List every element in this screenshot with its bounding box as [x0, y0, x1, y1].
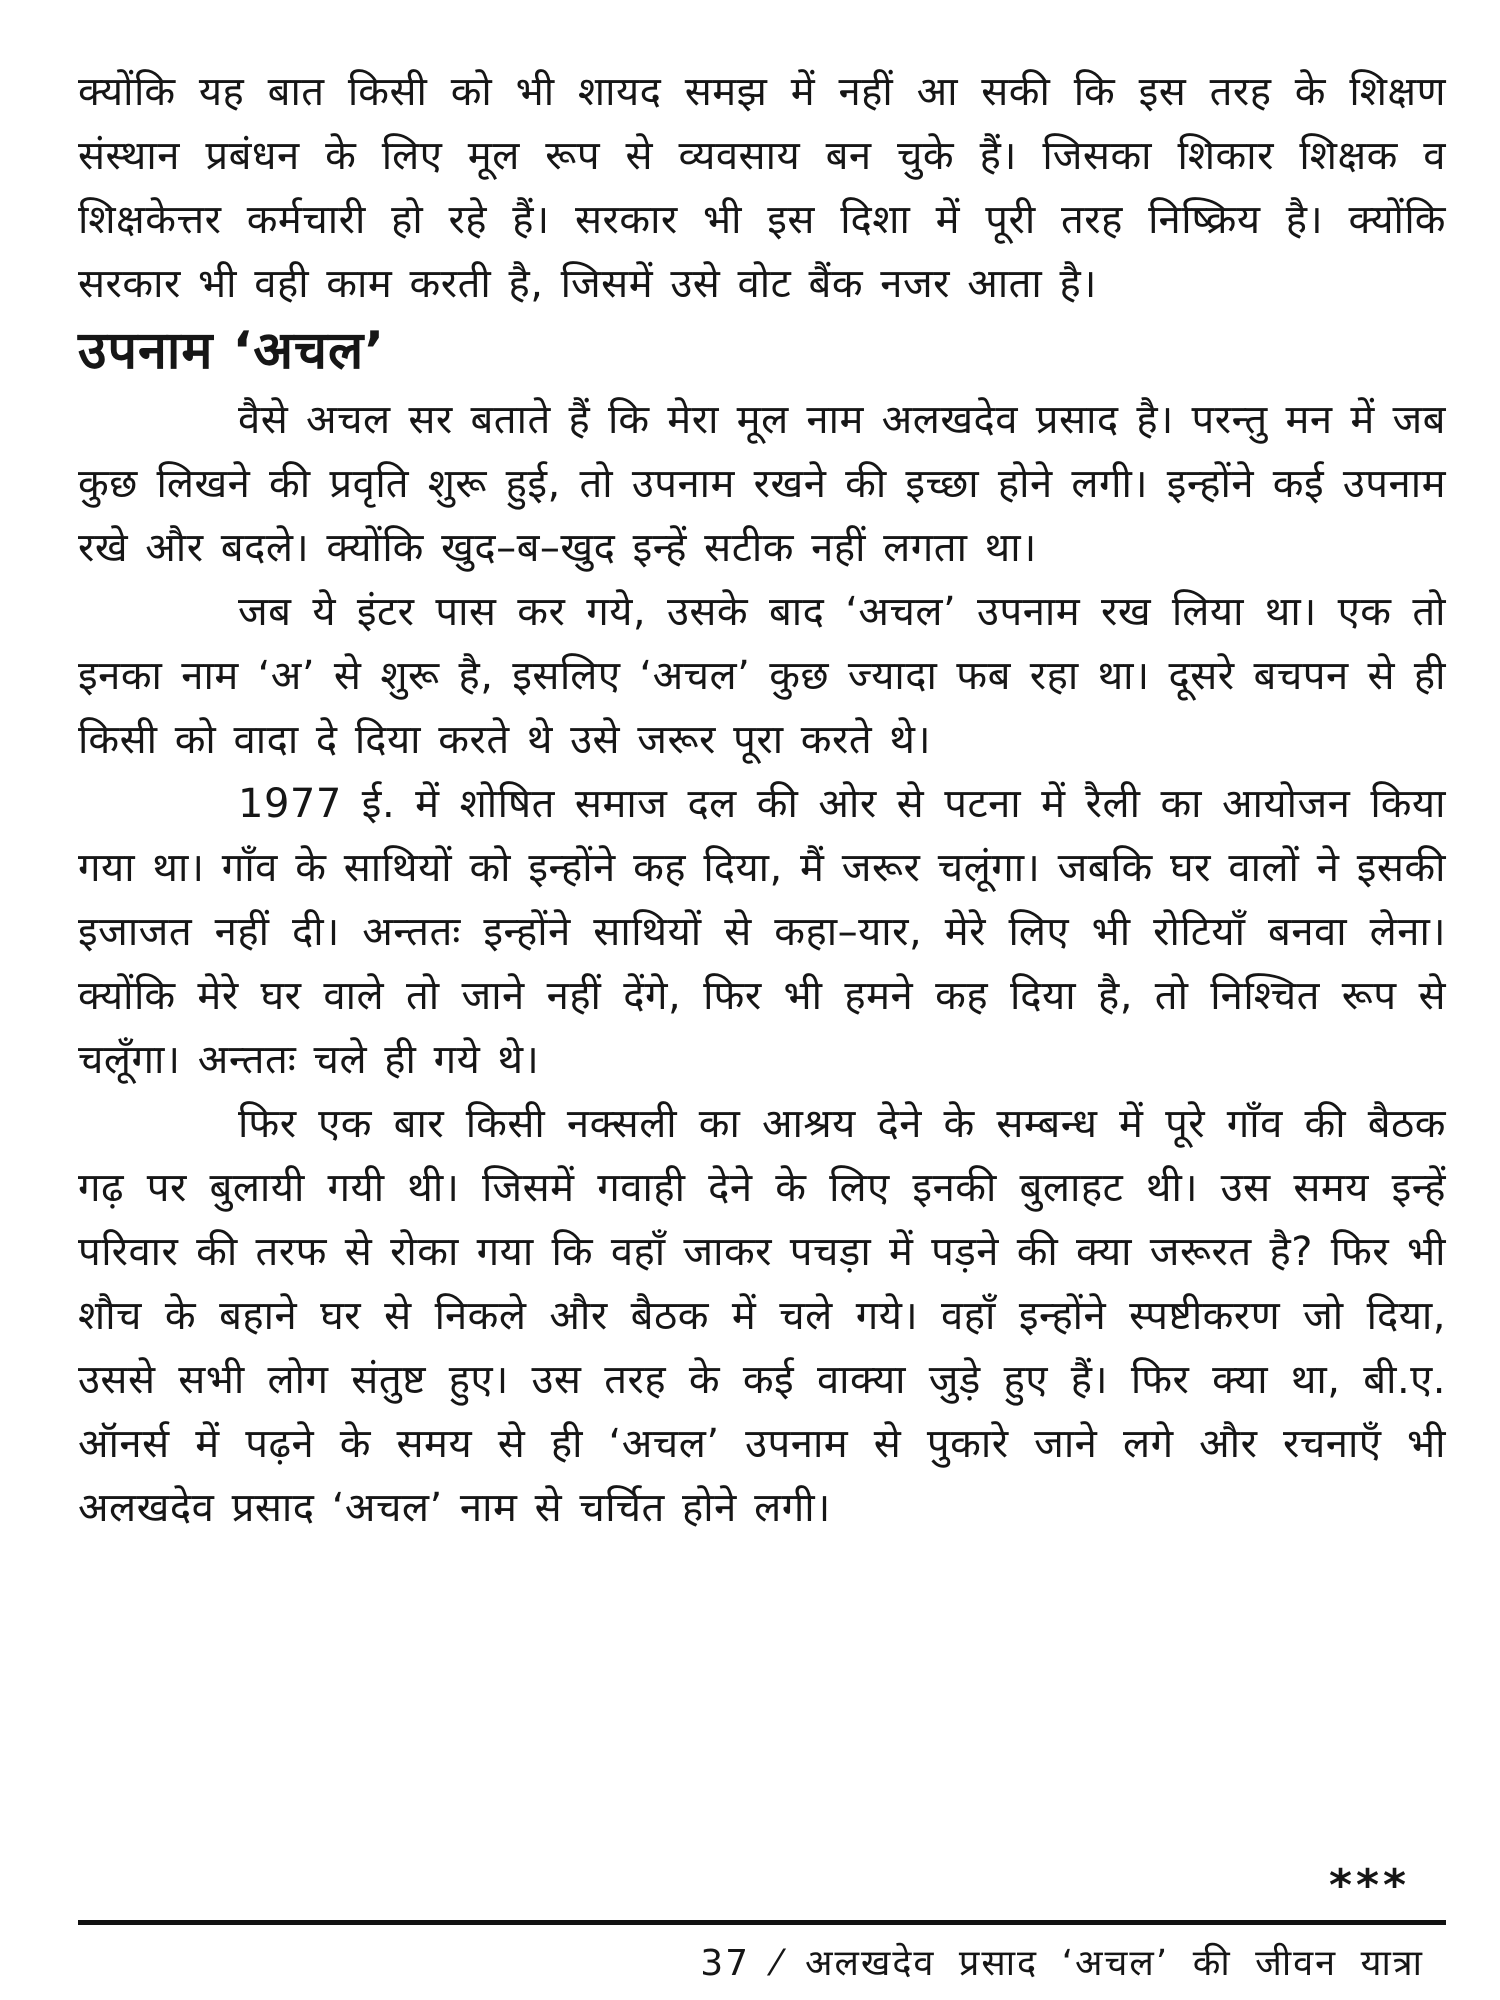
section-heading: उपनाम ‘अचल’ — [78, 321, 386, 381]
paragraph-patna-rally: 1977 ई. में शोषित समाज दल की ओर से पटना में रैली का आयोजन किया गया था। गाँव के साथियों को इन्होंने कह दिया, मैं जरूर चलूंगा। जबकि घर वालों ने इसकी इजाजत नहीं दी। अन्ततः इन्होंने साथियों से कहा–यार, मेरे लिए भी रोटियाँ बनवा लेना। क्योंकि मेरे घर वाले तो जाने नहीं देंगे, फिर भी हमने कह दिया है, तो निश्चित रूप से चलूँगा। अन्ततः चले ही गये थे। — [78, 781, 1446, 1083]
book-page — [78, 60, 1446, 1984]
page-footer: 37 ⁄ अलखदेव प्रसाद ‘अचल’ की जीवन यात्रा — [700, 1943, 1424, 1984]
paragraph-pen-name-choice: जब ये इंटर पास कर गये, उसके बाद ‘अचल’ उपनाम रख लिया था। एक तो इनका नाम ‘अ’ से शुरू है, इसलिए ‘अचल’ कुछ ज्यादा फब रहा था। दूसरे बचपन से ही किसी को वादा दे दिया करते थे उसे जरूर पूरा करते थे। — [78, 589, 1446, 763]
footer-divider — [78, 1920, 1446, 1925]
paragraph-original-name: वैसे अचल सर बताते हैं कि मेरा मूल नाम अलखदेव प्रसाद है। परन्तु मन में जब कुछ लिखने की प्रवृति शुरू हुई, तो उपनाम रखने की इच्छा होने लगी। इन्होंने कई उपनाम रखे और बदले। क्योंकि खुद–ब–खुद इन्हें सटीक नहीं लगता था। — [78, 397, 1446, 571]
paragraph-village-meeting: फिर एक बार किसी नक्सली का आश्रय देने के सम्बन्ध में पूरे गाँव की बैठक गढ़ पर बुलायी गयी थी। जिसमें गवाही देने के लिए इनकी बुलाहट थी। उस समय इन्हें परिवार की तरफ से रोका गया कि वहाँ जाकर पचड़ा में पड़ने की क्या जरूरत है? फिर भी शौच के बहाने घर से निकले और बैठक में चले गये। वहाँ इन्होंने स्पष्टीकरण जो दिया, उससे सभी लोग संतुष्ट हुए। उस तरह के कई वाक्या जुड़े हुए हैं। फिर क्या था, बी.ए. ऑनर्स में पढ़ने के समय से ही ‘अचल’ उपनाम से पुकारे जाने लगे और रचनाएँ भी अलखदेव प्रसाद ‘अचल’ नाम से चर्चित होने लगी। — [78, 1101, 1446, 1531]
intro-paragraph: क्योंकि यह बात किसी को भी शायद समझ में नहीं आ सकी कि इस तरह के शिक्षण संस्थान प्रबंधन के लिए मूल रूप से व्यवसाय बन चुके हैं। जिसका शिकार शिक्षक व शिक्षकेत्तर कर्मचारी हो रहे हैं। सरकार भी इस दिशा में पूरी तरह निष्क्रिय है। क्योंकि सरकार भी वही काम करती है, जिसमें उसे वोट बैंक नजर आता है। — [78, 69, 1446, 307]
end-mark: *** — [1328, 1860, 1410, 1911]
